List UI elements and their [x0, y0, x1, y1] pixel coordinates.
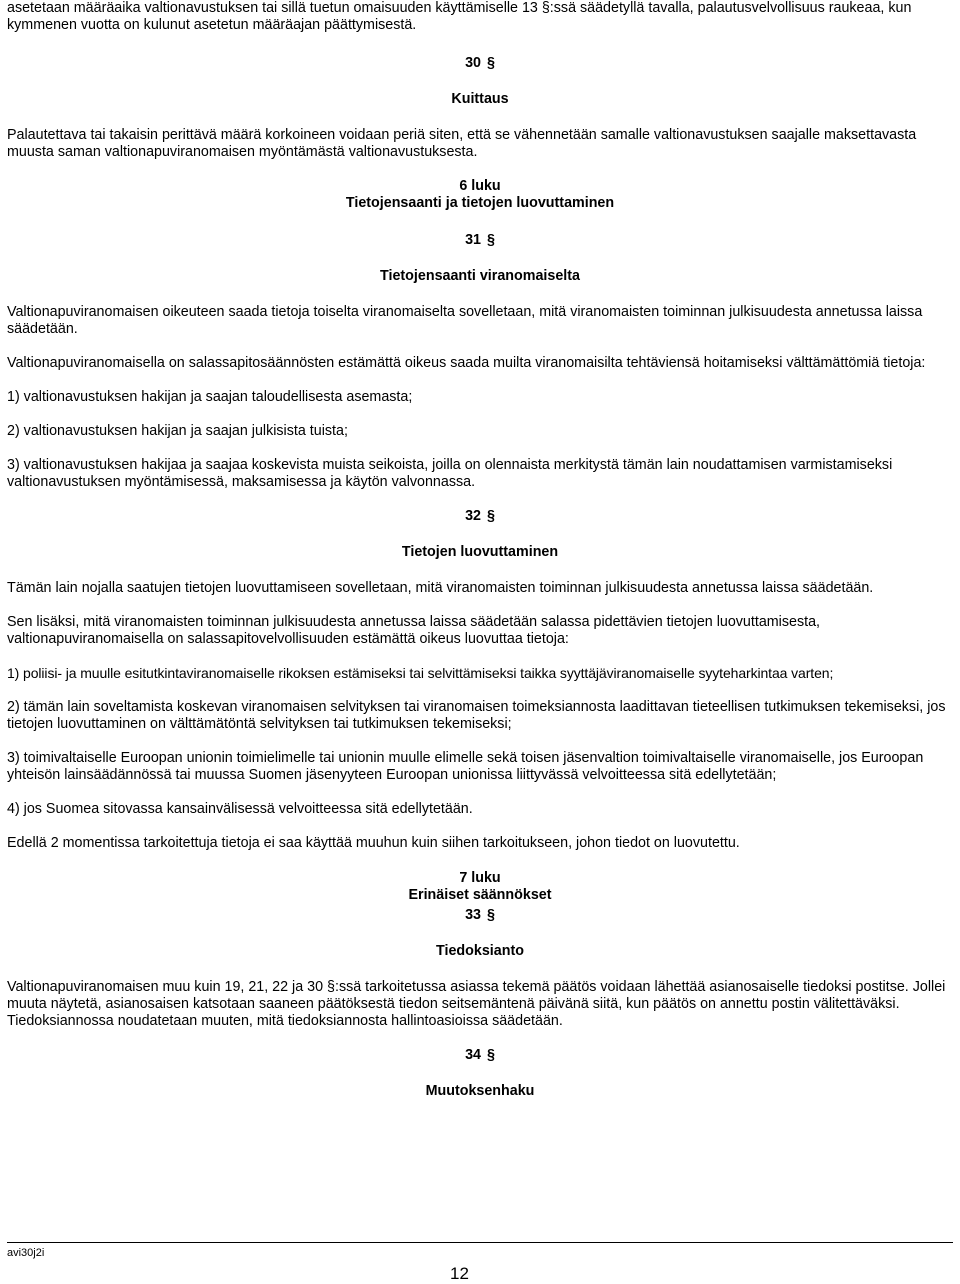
- section-31-paragraph-1: Valtionapuviranomaisen oikeuteen saada tietoja toiselta viranomaiselta sovelletaan, mitä viranomaisten toiminnan julkisuudesta annetussa laissa säädetään.: [7, 304, 923, 337]
- section-31-title: Tietojensaanti viranomaiselta: [380, 268, 580, 284]
- section-32-title: Tietojen luovuttaminen: [401, 544, 559, 560]
- section-32-number: 32 §: [465, 508, 495, 524]
- chapter-7-number: 7 luku: [459, 870, 501, 886]
- section-32-item-1: 1) poliisi- ja muulle esitutkintaviranomaiselle rikoksen estämiseksi tai selvittämiseksi taikka syyttäjäviranomaiselle syyteharkintaa varten;: [7, 665, 834, 681]
- section-33-paragraph: Valtionapuviranomaisen muu kuin 19, 21, 22 ja 30 §:ssä tarkoitetussa asiassa tekemä päätös voidaan lähettää asianosaiselle tiedoksi postitse. Jollei muuta näytetä, asianosaisen katsotaan saaneen päätöksestä tiedon seitsemäntenä päivänä siitä, kun päätös on annettu postin välitettäväksi. Tiedoksiannossa noudatetaan muuten, mitä tiedoksiannosta hallintoasioissa säädetään.: [7, 979, 946, 1029]
- section-32-item-2: 2) tämän lain soveltamista koskevan viranomaisen selvityksen tai viranomaisen toimeksiannosta laadittavan tieteellisen tutkimuksen tekemiseksi, jos tietojen luovuttaminen on välttämätöntä selvityksen tai tutkimuksen tekemiseksi;: [7, 699, 946, 732]
- section-sign-icon: §: [486, 232, 495, 248]
- section-31-item-3: 3) valtionavustuksen hakijaa ja saajaa koskevista muista seikoista, joilla on olennaista merkitystä tämän lain noudattamisen varmistamiseksi valtionavustuksen myöntämisessä, maksamisessa ja käytön valvonnassa.: [7, 457, 893, 490]
- section-30-title: Kuittaus: [451, 91, 509, 107]
- chapter-6-number: 6 luku: [459, 178, 501, 194]
- section-sign-icon: §: [486, 508, 495, 524]
- section-30-paragraph: Palautettava tai takaisin perittävä määrä korkoineen voidaan periä siten, että se vähennetään samalle valtionavustuksen saajalle maksettavasta muusta saman valtionapuviranomaisen myöntämästä valtionavustuksesta.: [7, 127, 917, 160]
- section-31-paragraph-2: Valtionapuviranomaisella on salassapitosäännösten estämättä oikeus saada muilta viranomaisilta tehtäviensä hoitamiseksi välttämättömiä tietoja:: [7, 355, 926, 371]
- page-footer: [7, 1242, 953, 1283]
- chapter-6-title: Tietojensaanti ja tietojen luovuttaminen: [345, 195, 615, 211]
- section-sign-icon: §: [486, 1047, 495, 1063]
- section-34-number: 34 §: [465, 1047, 495, 1063]
- section-32-paragraph-2: Sen lisäksi, mitä viranomaisten toiminnan julkisuudesta annetussa laissa säädetään salassa pidettävien tietojen luovuttamisesta, valtionapuviranomaisella on salassapitovelvollisuuden estämättä oikeus luovuttaa tietoja:: [7, 614, 820, 647]
- section-sign-icon: §: [486, 55, 495, 71]
- document-page: [7, 0, 953, 1100]
- section-sign-icon: §: [486, 907, 495, 923]
- section-34-title: Muutoksenhaku: [425, 1083, 535, 1099]
- section-30-number: 30 §: [465, 55, 495, 71]
- section-32-item-3: 3) toimivaltaiselle Euroopan unionin toimielimelle tai unionin muulle elimelle sekä toisen jäsenvaltion toimivaltaiselle viranomaiselle, jos Euroopan yhteisön lainsäädännössä tai muussa Suomen jäsenyyteen Euroopan unionissa liittyvässä velvoitteessa sitä edellytetään;: [7, 750, 924, 783]
- section-33-number: 33 §: [465, 907, 495, 923]
- page-number: 12: [450, 1264, 469, 1283]
- section-32-paragraph-1: Tämän lain nojalla saatujen tietojen luovuttamiseen sovelletaan, mitä viranomaisten toiminnan julkisuudesta annetussa laissa säädetään.: [7, 580, 874, 596]
- section-32-item-4: 4) jos Suomea sitovassa kansainvälisessä velvoitteessa sitä edellytetään.: [7, 801, 473, 817]
- section-31-number: 31 §: [465, 232, 495, 248]
- document-code: avi30j2i: [7, 1247, 45, 1259]
- section-32-paragraph-3: Edellä 2 momentissa tarkoitettuja tietoja ei saa käyttää muuhun kuin siihen tarkoitukseen, johon tiedot on luovutettu.: [7, 835, 740, 851]
- section-31-item-1: 1) valtionavustuksen hakijan ja saajan taloudellisesta asemasta;: [7, 389, 413, 405]
- intro-paragraph: asetetaan määräaika valtionavustuksen tai sillä tuetun omaisuuden käyttämiselle 13 §:ssä säädetyllä tavalla, palautusvelvollisuus raukeaa, kun kymmenen vuotta on kulunut asetetun määräajan päättymisestä.: [7, 0, 912, 33]
- section-33-title: Tiedoksianto: [436, 943, 524, 959]
- chapter-7-title: Erinäiset säännökset: [408, 887, 552, 903]
- section-31-item-2: 2) valtionavustuksen hakijan ja saajan julkisista tuista;: [7, 423, 348, 439]
